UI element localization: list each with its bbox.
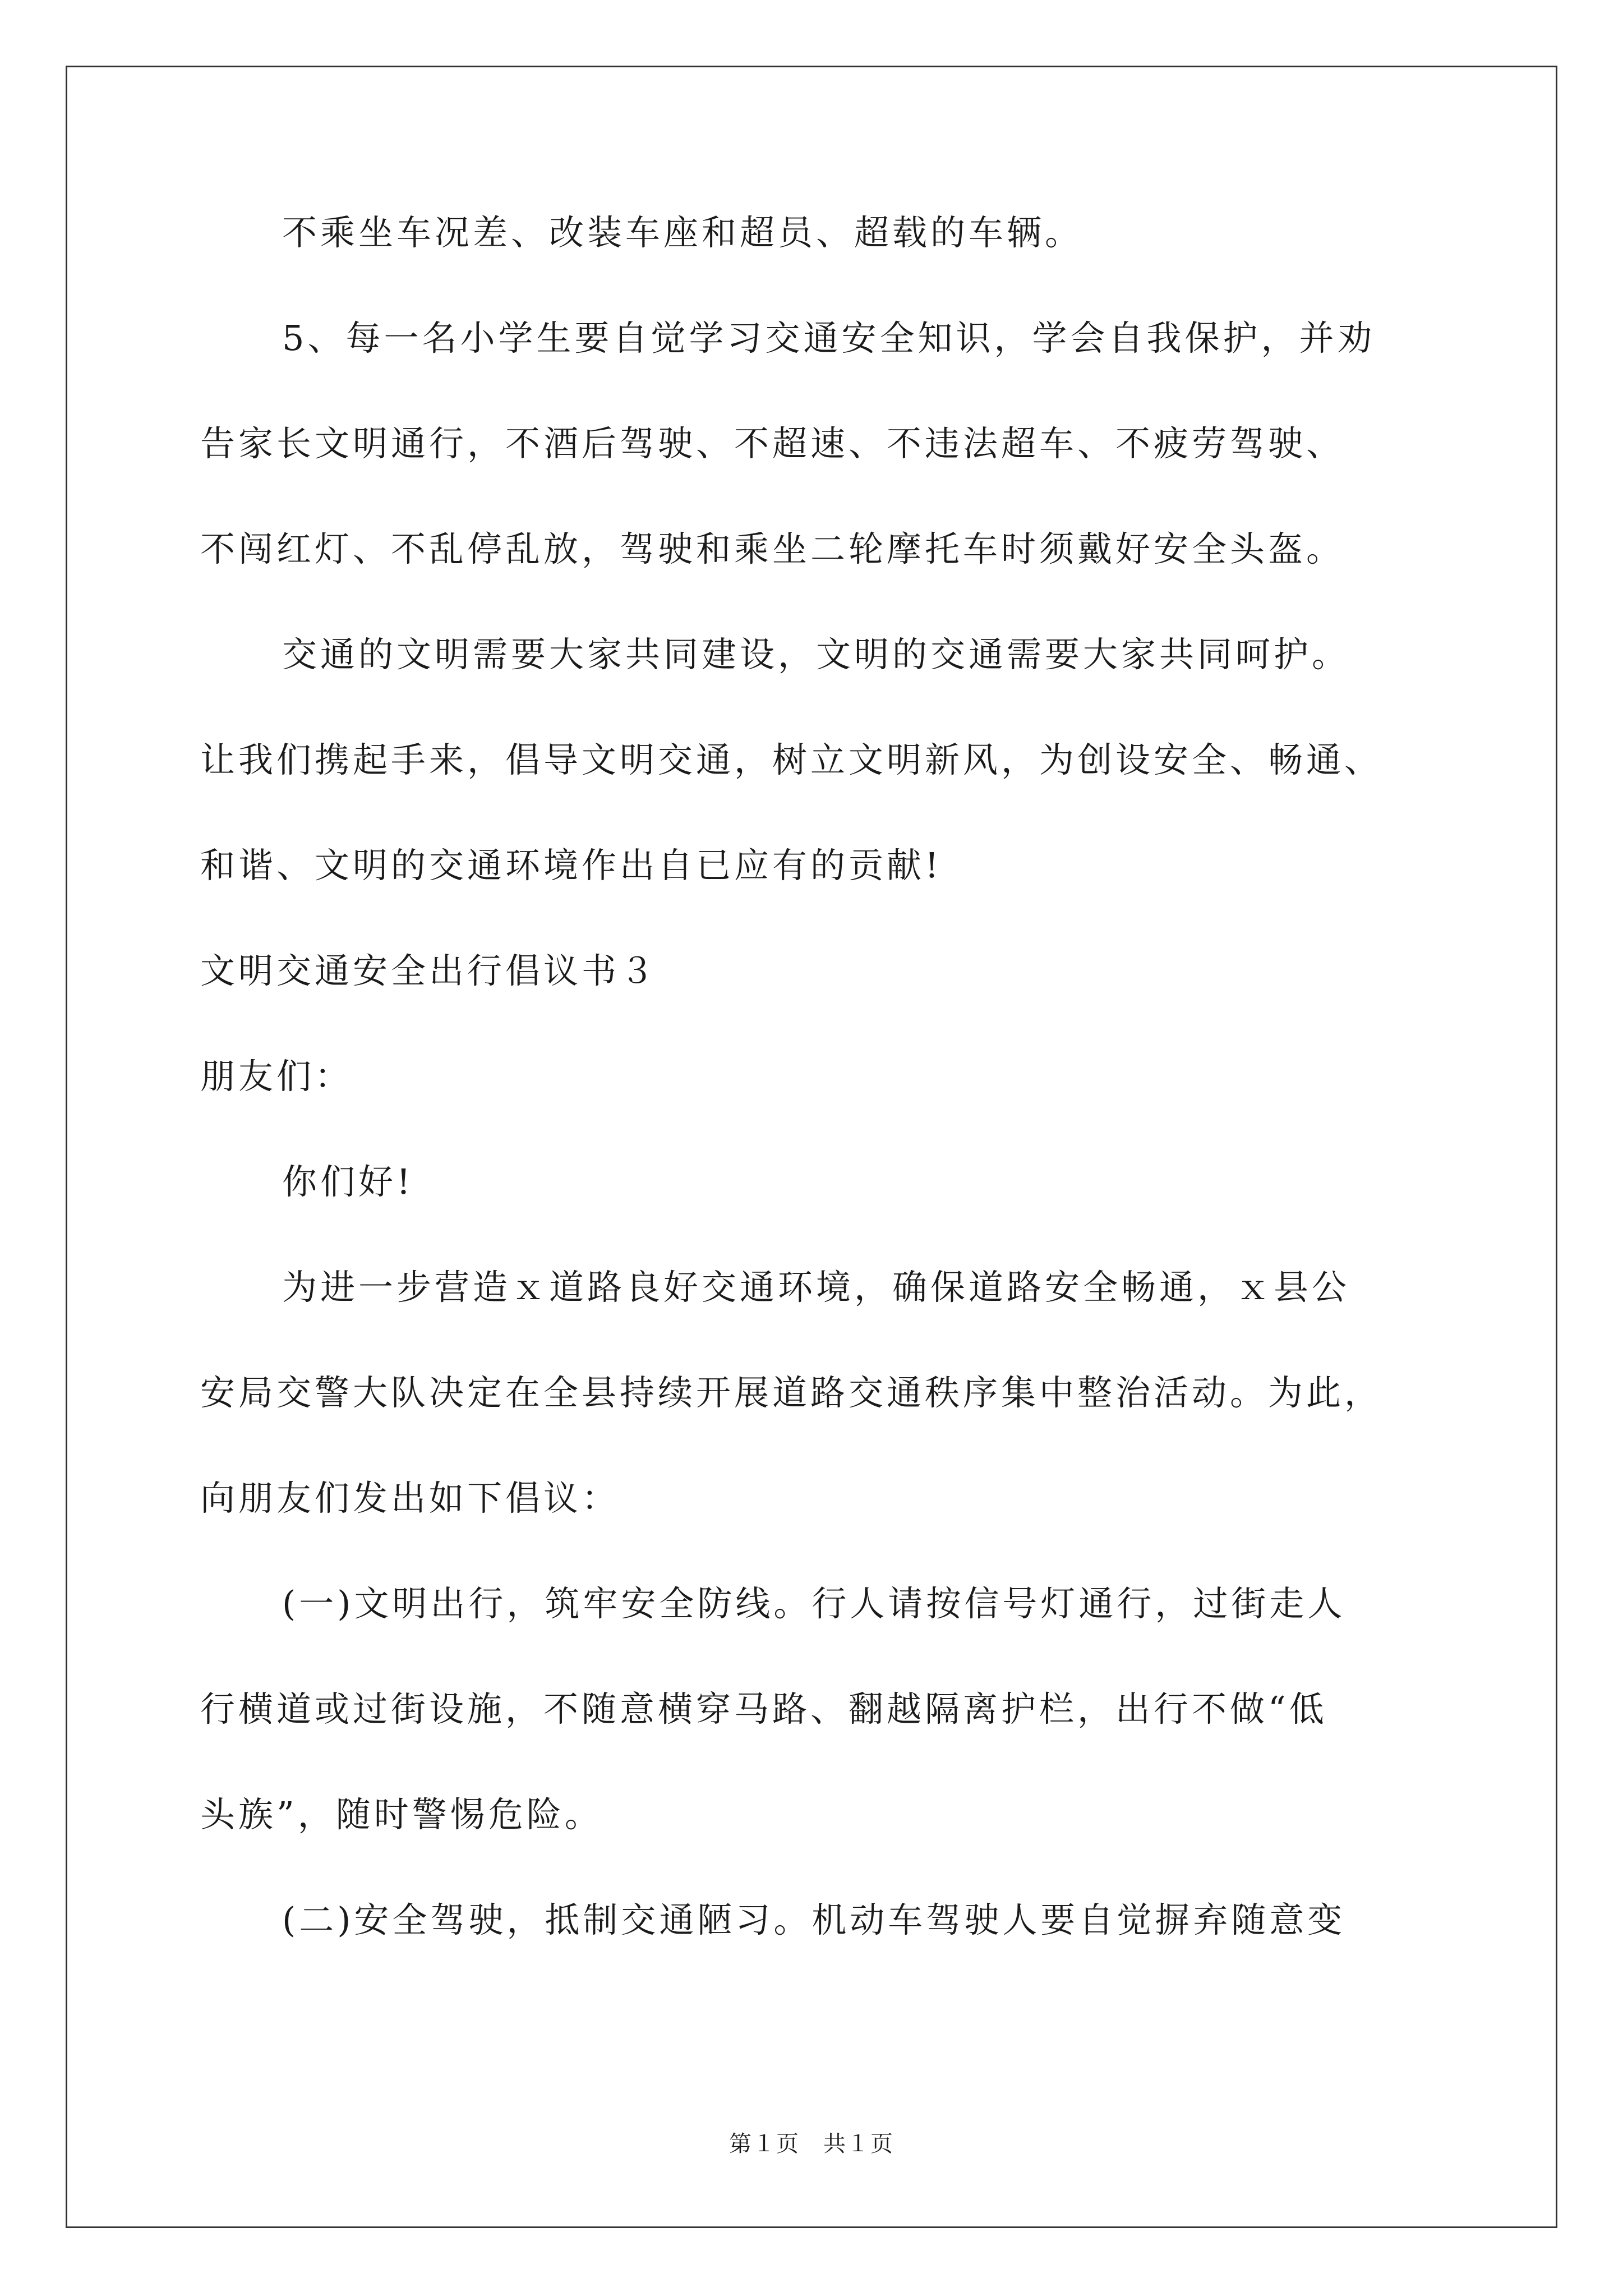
text-line: 头族”，随时警惕危险。: [200, 1794, 603, 1835]
text-line: 不闯红灯、不乱停乱放，驾驶和乘坐二轮摩托车时须戴好安全头盔。: [200, 528, 1345, 569]
text-line: (二)安全驾驶，抵制交通陋习。机动车驾驶人要自觉摒弃随意变: [282, 1899, 1346, 1940]
text-line: 不乘坐车况差、改装车座和超员、超载的车辆。: [282, 212, 1083, 253]
salutation: 朋友们：: [200, 1056, 353, 1097]
text-line: 告家长文明通行，不酒后驾驶、不超速、不违法超车、不疲劳驾驶、: [200, 423, 1345, 464]
section-heading: 文明交通安全出行倡议书３: [200, 950, 658, 991]
text-line: (一)文明出行，筑牢安全防线。行人请按信号灯通行，过街走人: [282, 1583, 1346, 1624]
page-footer: 第１页 共１页: [729, 2131, 894, 2157]
text-line: 安局交警大队决定在全县持续开展道路交通秩序集中整治活动。为此，: [200, 1372, 1383, 1413]
greeting: 你们好!: [282, 1161, 414, 1202]
text-line: 交通的文明需要大家共同建设，文明的交通需要大家共同呵护。: [282, 634, 1350, 675]
text-line: 让我们携起手来，倡导文明交通，树立文明新风，为创设安全、畅通、: [200, 739, 1383, 780]
text-line: 5、每一名小学生要自觉学习交通安全知识，学会自我保护，并劝: [282, 318, 1376, 358]
text-line: 行横道或过街设施，不随意横穿马路、翻越隔离护栏，出行不做“低: [200, 1688, 1327, 1729]
text-line: 为进一步营造ｘ道路良好交通环境，确保道路安全畅通，ｘ县公: [282, 1267, 1350, 1308]
text-line: 和谐、文明的交通环境作出自已应有的贡献!: [200, 845, 942, 886]
text-line: 向朋友们发出如下倡议：: [200, 1478, 620, 1519]
